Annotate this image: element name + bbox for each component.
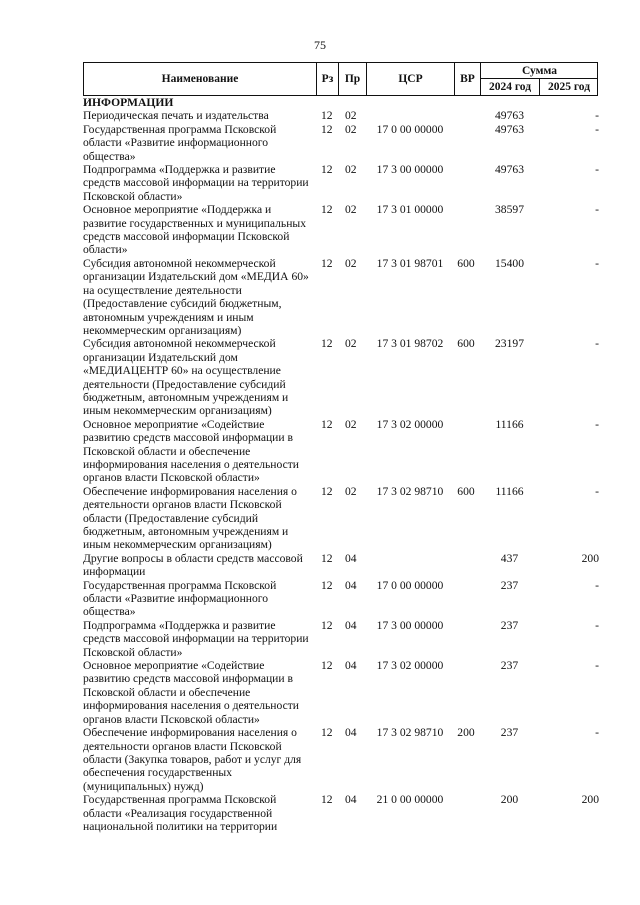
cell-2024: 23197 [495,337,524,351]
cell-2025: - [595,122,599,136]
table-row [83,552,598,579]
cell-rz: 12 [321,163,333,177]
header-pr: Пр [339,63,367,95]
table-row [83,485,598,552]
cell-2025: - [595,256,599,270]
cell-2024: 237 [500,659,519,673]
cell-2024: 49763 [495,163,524,177]
cell-pr: 02 [345,109,357,123]
cell-pr: 02 [345,122,357,136]
table-row [83,418,598,485]
table-body [83,96,598,833]
cell-2025: - [595,337,599,351]
cell-pr: 02 [345,163,357,177]
cell-vr: 600 [457,256,475,270]
cell-rz: 12 [321,484,333,498]
cell-rz: 12 [321,551,333,565]
header-year-2025: 2025 год [547,81,591,93]
cell-pr: 04 [345,659,357,673]
cell-2025: - [595,484,599,498]
header-year-2024: 2024 год [481,79,540,95]
cell-csr: 21 0 00 00000 [376,793,444,807]
header-rz: Рз [317,63,339,95]
cell-csr: 17 3 00 00000 [376,618,444,632]
cell-vr: 600 [457,484,475,498]
cell-csr: 17 3 02 98710 [376,484,444,498]
cell-csr: 17 0 00 00000 [376,578,444,592]
cell-name: Подпрограмма «Поддержка и развитие средств массовой информации на территории Псковской области» [83,163,309,203]
table-header [83,62,598,96]
cell-rz: 12 [321,726,333,740]
cell-pr: 04 [345,578,357,592]
cell-csr: 17 3 01 98701 [376,256,444,270]
table-row [83,619,598,659]
cell-2025: - [595,163,599,177]
cell-2025: - [595,109,599,123]
cell-2024: 49763 [495,122,524,136]
cell-pr: 04 [345,551,357,565]
cell-pr: 04 [345,726,357,740]
table-row [83,337,598,417]
table-row [83,163,598,203]
cell-2025: - [595,618,599,632]
table-row [83,203,598,257]
cell-pr: 02 [345,417,357,431]
table-row [83,123,598,163]
cell-rz: 12 [321,417,333,431]
cell-2025: - [595,578,599,592]
cell-csr: 17 3 00 00000 [376,163,444,177]
cell-name: Другие вопросы в области средств массовой информации [83,551,303,579]
cell-rz: 12 [321,203,333,217]
cell-csr: 17 3 02 00000 [376,659,444,673]
cell-2025: 200 [581,551,599,565]
cell-2024: 200 [500,793,519,807]
header-csr: ЦСР [367,63,455,95]
cell-2024: 237 [500,618,519,632]
cell-pr: 02 [345,256,357,270]
cell-2024: 11166 [495,417,524,431]
table-row [83,793,598,833]
cell-rz: 12 [321,256,333,270]
table-row [83,726,598,793]
cell-2025: 200 [581,793,599,807]
cell-csr: 17 3 01 98702 [376,337,444,351]
cell-rz: 12 [321,122,333,136]
header-name: Наименование [84,63,317,95]
cell-rz: 12 [321,793,333,807]
cell-name: Субсидия автономной некоммерческой организации Издательский дом «МЕДИА 60» на осуществление деятельности (Предоставление субсидий бюджетным, автономным учреждениям и иным некоммерческим организациям) [83,256,309,337]
table-row [83,96,598,109]
cell-name: Подпрограмма «Поддержка и развитие средств массовой информации на территории Псковской области» [83,618,309,659]
cell-rz: 12 [321,337,333,351]
cell-2025: - [595,203,599,217]
cell-2024: 237 [500,578,519,592]
cell-name: Основное мероприятие «Содействие развитию средств массовой информации в Псковской области и обеспечение информирования населения о деятельности органов власти Псковской области» [83,659,300,726]
cell-name: Основное мероприятие «Поддержка и развитие государственных и муниципальных средств массовой информации Псковской области» [83,203,306,257]
cell-csr: 17 3 02 98710 [376,726,444,740]
cell-2025: - [595,659,599,673]
cell-name: Обеспечение информирования населения о деятельности органов власти Псковской области (Предоставление субсидий бюджетным, автономным учреждениям и иным некоммерческим организациям) [83,484,297,552]
cell-rz: 12 [321,618,333,632]
cell-2024: 11166 [495,484,524,498]
cell-rz: 12 [321,109,333,123]
cell-csr: 17 3 02 00000 [376,417,444,431]
table-row [83,109,598,122]
cell-csr: 17 0 00 00000 [376,122,444,136]
cell-name: Обеспечение информирования населения о деятельности органов власти Псковской области (Закупка товаров, работ и услуг для обеспечения государственных (муниципальных) нужд) [83,726,302,793]
cell-2024: 49763 [495,109,524,123]
cell-2024: 15400 [495,256,524,270]
cell-vr: 600 [457,337,475,351]
cell-name: Государственная программа Псковской области «Реализация государственной национальной политики на территории [83,793,278,833]
cell-csr: 17 3 01 00000 [376,203,444,217]
cell-name: ИНФОРМАЦИИ [83,96,174,109]
page-number: 75 [314,38,326,52]
cell-pr: 02 [345,203,357,217]
cell-2025: - [595,726,599,740]
cell-pr: 04 [345,618,357,632]
header-sum: Сумма [481,63,598,79]
cell-2024: 437 [500,551,519,565]
cell-2024: 38597 [495,203,524,217]
cell-2025: - [595,417,599,431]
cell-2024: 237 [500,726,519,740]
cell-name: Субсидия автономной некоммерческой организации Издательский дом «МЕДИАЦЕНТР 60» на осуществление деятельности (Предоставление субсидий бюджетным, автономным учреждениям и иным некоммерческим организациям) [83,337,289,418]
cell-name: Периодическая печать и издательства [83,109,269,123]
cell-pr: 04 [345,793,357,807]
cell-name: Основное мероприятие «Содействие развитию средств массовой информации в Псковской области и обеспечение информирования населения о деятельности органов власти Псковской области» [83,417,300,485]
header-vr: ВР [455,63,481,95]
cell-pr: 02 [345,337,357,351]
table-row [83,659,598,726]
table-row [83,257,598,337]
table-row [83,579,598,619]
cell-rz: 12 [321,578,333,592]
cell-name: Государственная программа Псковской области «Развитие информационного общества» [83,578,277,619]
cell-name: Государственная программа Псковской области «Развитие информационного общества» [83,122,277,163]
cell-pr: 02 [345,484,357,498]
cell-rz: 12 [321,659,333,673]
cell-vr: 200 [457,726,475,740]
